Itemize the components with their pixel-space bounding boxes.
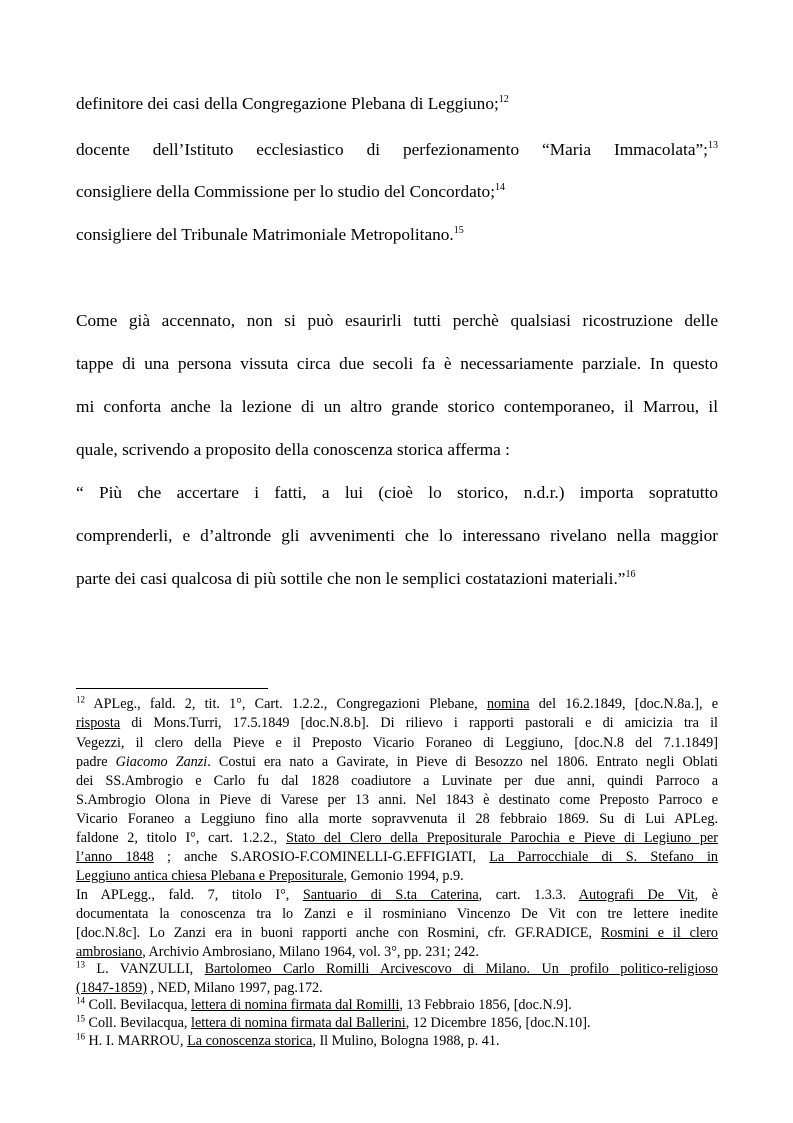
footnote-text: L. VANZULLI,: [85, 961, 205, 977]
quote-line: “ Più che accertare i fatti, a lui (cioè lo storico, n.d.r.) importa sopratutto: [76, 483, 718, 502]
list-item: [76, 182, 718, 202]
footnote-text: In APLegg., fald. 7, titolo I°,: [76, 887, 303, 903]
list-item-text: consigliere del Tribunale Matrimoniale Metropolitano.: [76, 225, 454, 244]
footnote-13-line: [76, 961, 718, 978]
footnote-link[interactable]: l’anno 1848: [76, 849, 154, 865]
quote-text: parte dei casi qualcosa di più sottile che non le semplici costatazioni materiali.”: [76, 569, 626, 588]
footnote-12-line: Vegezzi, il clero della Pieve e il Preposto Vicario Foraneo di Leggiuno, [doc.N.8 del 7.1.1849]: [76, 735, 718, 751]
footnote-12-line: [76, 849, 718, 866]
footnote-link[interactable]: lettera di nomina firmata dal Ballerini: [191, 1015, 406, 1031]
footnote-12-line: [76, 868, 718, 885]
footnote-12-line: S.Ambrogio Olona in Pieve di Varese per 13 anni. Nel 1843 è destinato come Preposto Parroco e: [76, 792, 718, 808]
list-item: [76, 140, 718, 160]
footnote-number: 14: [76, 995, 85, 1006]
footnote-italic-name: Giacomo Zanzi: [115, 754, 208, 770]
footnote-12-line: documentata la conoscenza tra lo Zanzi e il rosminiano Vincenzo De Vit con tre lettere inedite: [76, 906, 718, 922]
footnote-16-line: [76, 1033, 718, 1050]
footnote-text: , Il Mulino, Bologna 1988, p. 41.: [312, 1033, 500, 1049]
footnote-link[interactable]: Autografi De Vit: [578, 887, 695, 903]
footnote-text: Coll. Bevilacqua,: [85, 997, 191, 1013]
footnote-12-line: [76, 887, 718, 904]
paragraph-line: Come già accennato, non si può esaurirli tutti perchè qualsiasi ricostruzione delle: [76, 311, 718, 330]
footnote-link[interactable]: Stato del Clero della Prepositurale Parochia e Pieve di Legiuno per: [285, 830, 719, 846]
footnote-text: APLeg., fald. 2, tit. 1°, Cart. 1.2.2., Congregazioni Plebane,: [85, 696, 487, 712]
footnote-text: , Archivio Ambrosiano, Milano 1964, vol. 3°, pp. 231; 242.: [142, 944, 479, 960]
paragraph-line: mi conforta anche la lezione di un altro grande storico contemporaneo, il Marrou, il: [76, 397, 718, 416]
footnote-12-line: [76, 925, 718, 942]
footnote-number: 16: [76, 1031, 85, 1042]
footnote-ref[interactable]: 13: [708, 140, 718, 152]
footnote-ref[interactable]: 12: [498, 94, 509, 106]
paragraph-line: tappe di una persona vissuta circa due secoli fa è necessariamente parziale. In questo: [76, 354, 718, 373]
footnote-ref[interactable]: 14: [495, 182, 505, 194]
paragraph-line: quale, scrivendo a proposito della conoscenza storica afferma :: [76, 440, 510, 459]
footnote-number: 15: [76, 1013, 85, 1024]
footnote-text: , è: [694, 887, 718, 903]
footnote-link[interactable]: La conoscenza storica: [187, 1033, 313, 1049]
footnote-text: H. I. MARROU,: [85, 1033, 188, 1049]
footnote-text: faldone 2, titolo I°, cart. 1.2.2.,: [76, 830, 286, 846]
footnote-13-line: [76, 980, 718, 997]
footnote-link[interactable]: nomina: [486, 696, 530, 712]
footnote-text: , 13 Febbraio 1856, [doc.N.9].: [399, 997, 572, 1013]
footnote-text: , 12 Dicembre 1856, [doc.N.10].: [405, 1015, 591, 1031]
footnote-12-line: [76, 715, 718, 732]
footnote-12-line: [76, 944, 718, 961]
footnote-link[interactable]: Rosmini e il clero: [600, 925, 718, 941]
footnote-number: 13: [76, 959, 85, 970]
footnote-text: padre: [76, 754, 116, 770]
footnote-link[interactable]: lettera di nomina firmata dal Romilli: [191, 997, 400, 1013]
footnote-text: , cart. 1.3.3.: [478, 887, 579, 903]
footnote-separator: [76, 688, 268, 689]
footnote-12-line: [76, 830, 718, 847]
footnote-12-line: [76, 754, 718, 771]
footnote-link[interactable]: Bartolomeo Carlo Romilli Arcivescovo di Milano. Un profilo politico-religioso: [204, 961, 718, 977]
footnote-link[interactable]: Santuario di S.ta Caterina: [302, 887, 479, 903]
footnote-text: , NED, Milano 1997, pag.172.: [146, 980, 323, 996]
footnote-ref[interactable]: 15: [453, 225, 464, 237]
footnote-text: Coll. Bevilacqua,: [85, 1015, 191, 1031]
footnote-12-line: dei SS.Ambrogio e Carlo fu dal 1828 coadiutore a Luvinate per due anni, quindi Parroco a: [76, 773, 718, 789]
footnote-12-line: [76, 696, 718, 713]
list-item-text: definitore dei casi della Congregazione Plebana di Leggiuno;: [76, 94, 499, 113]
footnote-12-line: Vicario Foraneo a Leggiuno fino alla morte sopravvenuta il 28 febbraio 1869. Su di Lui APLeg.: [76, 811, 718, 827]
footnote-text: del 16.2.1849, [doc.N.8a.], e: [529, 696, 719, 712]
footnote-link[interactable]: (1847-1859): [76, 980, 147, 996]
footnote-text: ; anche S.AROSIO-F.COMINELLI-G.EFFIGIATI,: [153, 849, 490, 865]
list-item-text: consigliere della Commissione per lo studio del Concordato;: [76, 182, 495, 201]
footnote-ref[interactable]: 16: [625, 569, 636, 581]
footnote-text: [doc.N.8c]. Lo Zanzi era in buoni rapporti anche con Rosmini, cfr. GF.RADICE,: [76, 925, 601, 941]
footnote-text: . Costui era nato a Gavirate, in Pieve di Besozzo nel 1806. Entrato negli Oblati: [207, 754, 718, 770]
footnote-link[interactable]: risposta: [76, 715, 121, 731]
footnote-link[interactable]: La Parrocchiale di S. Stefano in: [489, 849, 718, 865]
footnote-14-line: [76, 997, 718, 1014]
list-item: [76, 94, 718, 114]
quote-line: comprenderli, e d’altronde gli avvenimenti che lo interessano rivelano nella maggior: [76, 526, 718, 545]
list-item: [76, 225, 718, 245]
footnote-link[interactable]: ambrosiano: [76, 944, 143, 960]
footnote-text: di Mons.Turri, 17.5.1849 [doc.N.8.b]. Di rilievo i rapporti pastorali e di amicizia tra il: [120, 715, 718, 731]
footnote-15-line: [76, 1015, 718, 1032]
quote-line: [76, 569, 718, 589]
footnote-number: 12: [76, 694, 85, 705]
footnote-text: , Gemonio 1994, p.9.: [343, 868, 464, 884]
footnote-link[interactable]: Leggiuno antica chiesa Plebana e Prepositurale: [76, 868, 344, 884]
list-item-text: docente dell’Istituto ecclesiastico di perfezionamento “Maria Immacolata”;: [76, 140, 708, 159]
